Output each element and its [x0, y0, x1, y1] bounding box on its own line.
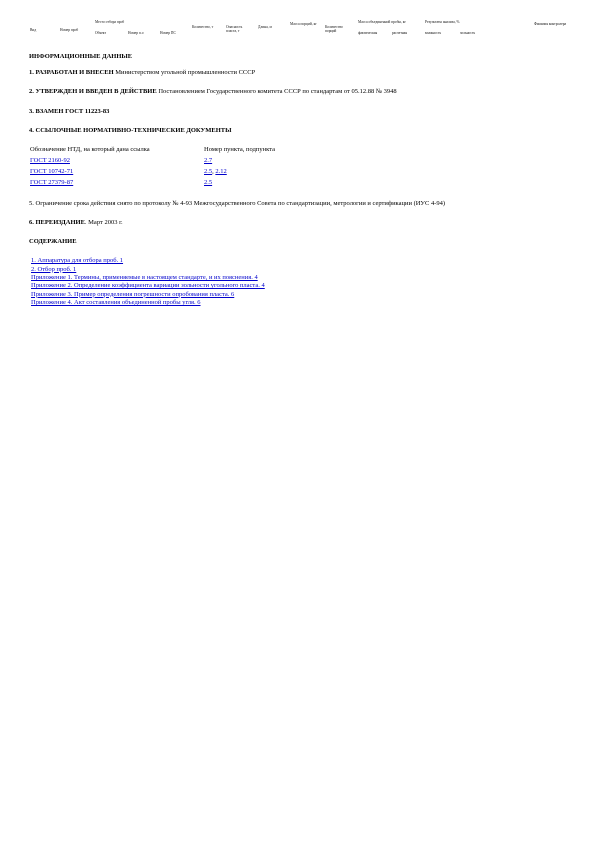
header-col-length: Длина, м	[258, 25, 272, 29]
paragraph-4	[29, 127, 569, 135]
toc-link[interactable]: Приложение 2. Определение коэффициента вариации зольности угольного пласта. 4	[31, 282, 265, 290]
header-col-seam-hazard: Опасность пласта, т	[226, 25, 243, 34]
header-columns-row	[0, 0, 595, 50]
header-col-actual: фактическая	[358, 31, 378, 35]
p1-text: Министерством угольной промышленности СССР	[115, 69, 256, 76]
p6-text: . Март 2003 г.	[84, 219, 123, 227]
header-col-calculated: расчетная	[392, 31, 408, 35]
header-col-portion-count: Количество порций	[325, 25, 343, 34]
toc-link[interactable]: 1. Аппаратура для отбора проб. 1	[31, 257, 124, 265]
toc-link[interactable]: Приложение 4. Акт составления объединенной пробы угля. 6	[31, 298, 201, 306]
header-col-analysis-results: Результаты анализа, %	[425, 20, 460, 24]
header-col-ps-number: Номер ПС	[160, 31, 176, 35]
document-content	[29, 53, 569, 307]
p4-number: 4.	[29, 127, 34, 135]
contents-title: СОДЕРЖАНИЕ	[29, 238, 77, 246]
info-title: ИНФОРМАЦИОННЫЕ ДАННЫЕ	[29, 53, 133, 60]
p2-heading: УТВЕРЖДЕН И ВВЕДЕН В ДЕЙСТВИЕ	[35, 88, 157, 96]
table-row: ГОСТ 10742-71 2.5, 2.12	[30, 167, 227, 175]
header-col-portion-mass: Масса порций, кг	[290, 22, 317, 26]
paragraph-3	[29, 108, 569, 116]
paragraph-6	[29, 219, 569, 227]
p6-number: 6.	[29, 219, 34, 227]
toc-link[interactable]: Приложение 3. Пример определения погрешности опробования пласта. 6	[31, 290, 235, 298]
p3-heading: ВЗАМЕН ГОСТ 11223-83	[35, 107, 110, 115]
header-col-ash: зольность	[460, 31, 476, 35]
header-col-controller-name: Фамилия контролера	[534, 22, 567, 26]
header-col-sample-number: Номер проб	[60, 28, 79, 32]
reference-item-link[interactable]: 2.5	[204, 178, 213, 186]
reference-item-link[interactable]: 2.7	[204, 156, 213, 164]
p1-number: 1.	[29, 69, 34, 76]
p2-text: Постановлением Государственного комитета СССР по стандартам от 05.12.88 № 3948	[158, 88, 397, 96]
paragraph-5: 5. Ограничение срока действия снято по протоколу № 4-93 Межгосударственного Совета по стандартизации, метрологии и сертификации (ИУС 4-94)	[29, 199, 446, 207]
header-col-type: Вид	[30, 28, 37, 32]
header-col-combined-mass: Масса объединенной пробы, кг	[358, 20, 406, 24]
reference-doc-link[interactable]: ГОСТ 27379-87	[30, 178, 74, 186]
reference-item-link[interactable]: 2.12	[215, 167, 227, 175]
header-col-po-number: Номер п.о	[128, 31, 144, 35]
header-col-quantity: Количество, т	[192, 25, 214, 29]
toc-link[interactable]: Приложение 1. Термины, применяемые в настоящем стандарте, и их пояснения. 4	[31, 274, 258, 282]
p1-heading: РАЗРАБОТАН И ВНЕСЕН	[35, 69, 114, 76]
p4-heading: ССЫЛОЧНЫЕ НОРМАТИВНО-ТЕХНИЧЕСКИЕ ДОКУМЕНТЫ	[35, 127, 232, 135]
toc-link[interactable]: 2. Отбор проб. 1	[31, 265, 77, 273]
header-col-moisture: влажность	[425, 31, 442, 35]
reference-header-item: Номер пункта, подпункта	[204, 145, 275, 153]
p2-number: 2.	[29, 88, 34, 96]
reference-header-document: Обозначение НТД, на который дана ссылка	[30, 145, 150, 153]
header-col-sampling-place: Место отбора проб	[95, 20, 125, 24]
reference-doc-link[interactable]: ГОСТ 10742-71	[30, 167, 74, 175]
reference-table-header	[29, 144, 278, 155]
reference-table	[29, 144, 278, 188]
paragraph-1	[29, 69, 569, 77]
paragraph-2	[29, 88, 569, 96]
table-row	[29, 155, 278, 166]
p6-heading: ПЕРЕИЗДАНИЕ	[35, 219, 85, 227]
table-of-contents	[29, 257, 569, 307]
reference-item-link[interactable]: 2.5	[204, 167, 213, 175]
table-row	[29, 177, 278, 188]
p3-number: 3.	[29, 107, 34, 115]
header-col-object: Объект	[95, 31, 107, 35]
reference-doc-link[interactable]: ГОСТ 2160-92	[30, 156, 70, 164]
